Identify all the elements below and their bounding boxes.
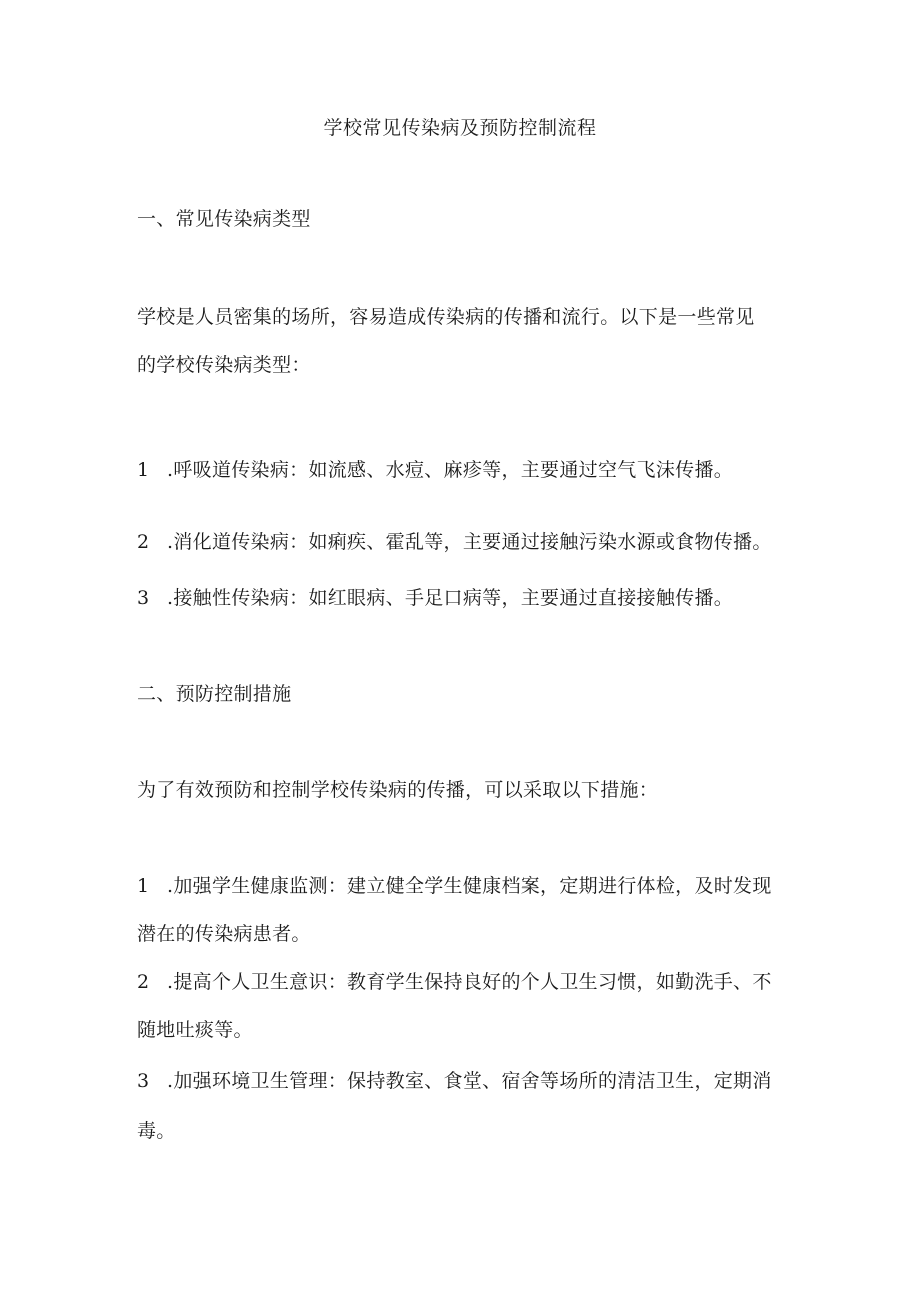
list-item-number: 2 — [137, 531, 150, 553]
list-item-text: .加强学生健康监测：建立健全学生健康档案，定期进行体检，及时发现 — [167, 875, 772, 897]
list-item — [137, 584, 733, 612]
list-item — [137, 456, 733, 484]
list-item — [137, 528, 772, 556]
list-item — [137, 968, 772, 996]
list-item-text: .接触性传染病：如红眼病、手足口病等，主要通过直接接触传播。 — [167, 587, 734, 609]
list-item-continuation: 毒。 — [137, 1120, 176, 1142]
list-item-number: 1 — [137, 459, 150, 481]
list-item — [137, 1067, 772, 1095]
list-item-continuation: 潜在的传染病患者。 — [137, 923, 311, 945]
list-item-number: 2 — [137, 971, 150, 993]
section-1-intro-line-1: 学校是人员密集的场所，容易造成传染病的传播和流行。以下是一些常见 — [137, 306, 755, 328]
section-2-heading: 二、预防控制措施 — [137, 683, 292, 705]
list-item-number: 3 — [137, 1070, 150, 1092]
list-item-text: .加强环境卫生管理：保持教室、食堂、宿舍等场所的清洁卫生，定期消 — [167, 1070, 772, 1092]
list-item-number: 1 — [137, 875, 150, 897]
list-item — [137, 872, 772, 900]
section-2-intro: 为了有效预防和控制学校传染病的传播，可以采取以下措施： — [137, 779, 659, 801]
list-item-number: 3 — [137, 587, 150, 609]
list-item-text: .呼吸道传染病：如流感、水痘、麻疹等，主要通过空气飞沫传播。 — [167, 459, 734, 481]
list-item-continuation: 随地吐痰等。 — [137, 1019, 253, 1041]
document-title: 学校常见传染病及预防控制流程 — [323, 117, 597, 139]
section-1-heading: 一、常见传染病类型 — [137, 208, 311, 230]
list-item-text: .消化道传染病：如痢疾、霍乱等，主要通过接触污染水源或食物传播。 — [167, 531, 772, 553]
list-item-text: .提高个人卫生意识：教育学生保持良好的个人卫生习惯，如勤洗手、不 — [167, 971, 772, 993]
section-1-intro-line-2: 的学校传染病类型： — [137, 354, 311, 376]
